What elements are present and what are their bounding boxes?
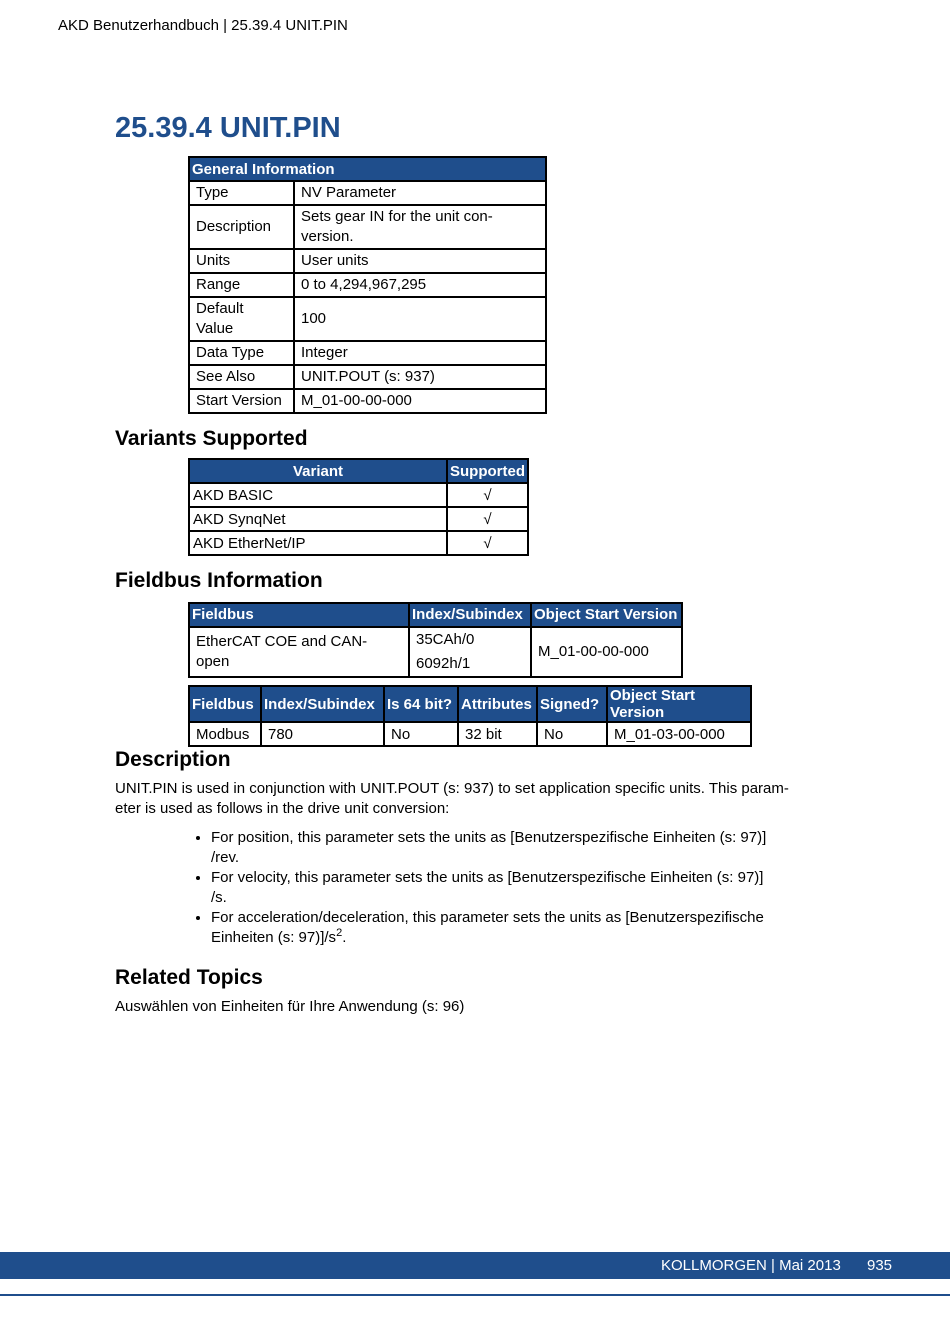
modbus-table <box>188 685 752 747</box>
index-column-header: Index/Subindex <box>261 686 384 722</box>
table-row <box>189 483 528 507</box>
data-type-value: Integer <box>294 341 546 365</box>
related-topics-heading: Related Topics <box>115 966 263 989</box>
signed-column-header: Signed? <box>537 686 607 722</box>
index-cell: 780 <box>261 722 384 746</box>
start-version-label: Start Version <box>189 389 294 413</box>
version-column-header: Object Start Version <box>531 603 682 627</box>
page-header: AKD Benutzerhandbuch | 25.39.4 UNIT.PIN <box>58 17 348 34</box>
unit-pout-link[interactable]: UNIT.POUT (s: 937) <box>360 780 495 797</box>
attributes-cell: 32 bit <box>458 722 537 746</box>
fieldbus-column-header: Fieldbus <box>189 686 261 722</box>
units-label: Units <box>189 249 294 273</box>
supported-column-header: Supported <box>447 459 528 483</box>
table-row <box>189 627 682 677</box>
range-value: 0 to 4,294,967,295 <box>294 273 546 297</box>
fieldbus-column-header: Fieldbus <box>189 603 409 627</box>
see-also-link[interactable]: UNIT.POUT (s: 937) <box>294 365 546 389</box>
list-item: • For acceleration/deceleration, this parameter sets the units as [Benutzerspezifische Einheiten (s: $97)]/s^2$. <box>211 908 821 948</box>
description-label: Description <box>189 205 294 249</box>
units-value: User units <box>294 249 546 273</box>
index-column-header: Index/Subindex <box>409 603 531 627</box>
data-type-label: Data Type <box>189 341 294 365</box>
description-bullet-list <box>190 828 821 948</box>
general-information-heading: General Information <box>189 157 546 181</box>
fieldbus-heading: Fieldbus Information <box>115 569 323 592</box>
page-title: 25.39.4 UNIT.PIN <box>115 112 341 144</box>
footer-bar <box>0 1252 950 1279</box>
variant-name: AKD SynqNet <box>189 507 447 531</box>
see-also-label: See Also <box>189 365 294 389</box>
fieldbus-cell: EtherCAT COE and CAN- open <box>189 627 409 677</box>
type-label: Type <box>189 181 294 205</box>
related-topic-link[interactable]: Auswählen von Einheiten für Ihre Anwendung (s: 96) <box>115 998 465 1015</box>
checkmark-icon: √ <box>447 507 528 531</box>
variant-name: AKD BASIC <box>189 483 447 507</box>
fieldbus-table <box>188 602 683 678</box>
superscript: 2 <box>336 927 343 939</box>
page-number: 935 <box>867 1257 893 1274</box>
footer-divider <box>0 1294 950 1296</box>
list-item: • For position, this parameter sets the units as [Benutzerspezifische Einheiten (s: 97)] /rev. <box>211 828 821 868</box>
variants-table <box>188 458 529 556</box>
type-value: NV Parameter <box>294 181 546 205</box>
version-cell: M_01-03-00-000 <box>607 722 751 746</box>
variant-column-header: Variant <box>189 459 447 483</box>
fieldbus-cell: Modbus <box>189 722 261 746</box>
description-heading: Description <box>115 748 231 771</box>
version-column-header: Object Start Version <box>607 686 751 722</box>
default-value-value: 100 <box>294 297 546 341</box>
is-64-bit-cell: No <box>384 722 458 746</box>
index-value: 35CAh/0 <box>416 631 475 648</box>
general-information-table <box>188 156 547 414</box>
table-row <box>189 531 528 555</box>
description-paragraph: UNIT.PIN is used in conjunction with UNIT.POUT (s: 937) to set application specific units. This param- eter is used as follows in the drive unit conversion: <box>115 780 789 817</box>
footer-text: KOLLMORGEN | Mai 2013 <box>661 1257 841 1274</box>
description-value: Sets gear IN for the unit con- version. <box>294 205 546 249</box>
list-item: • For velocity, this parameter sets the units as [Benutzerspezifische Einheiten (s: 97)] /s. <box>211 868 821 908</box>
is-64-bit-column-header: Is 64 bit? <box>384 686 458 722</box>
table-row <box>189 722 751 746</box>
table-row <box>189 507 528 531</box>
version-cell: M_01-00-00-000 <box>531 627 682 677</box>
checkmark-icon: √ <box>447 531 528 555</box>
checkmark-icon: √ <box>447 483 528 507</box>
signed-cell: No <box>537 722 607 746</box>
index-value: 6092h/1 <box>416 655 471 672</box>
default-value-label: Default Value <box>189 297 294 341</box>
attributes-column-header: Attributes <box>458 686 537 722</box>
variant-name: AKD EtherNet/IP <box>189 531 447 555</box>
range-label: Range <box>189 273 294 297</box>
variants-heading: Variants Supported <box>115 427 308 450</box>
start-version-value: M_01-00-00-000 <box>294 389 546 413</box>
index-cell <box>409 627 531 677</box>
